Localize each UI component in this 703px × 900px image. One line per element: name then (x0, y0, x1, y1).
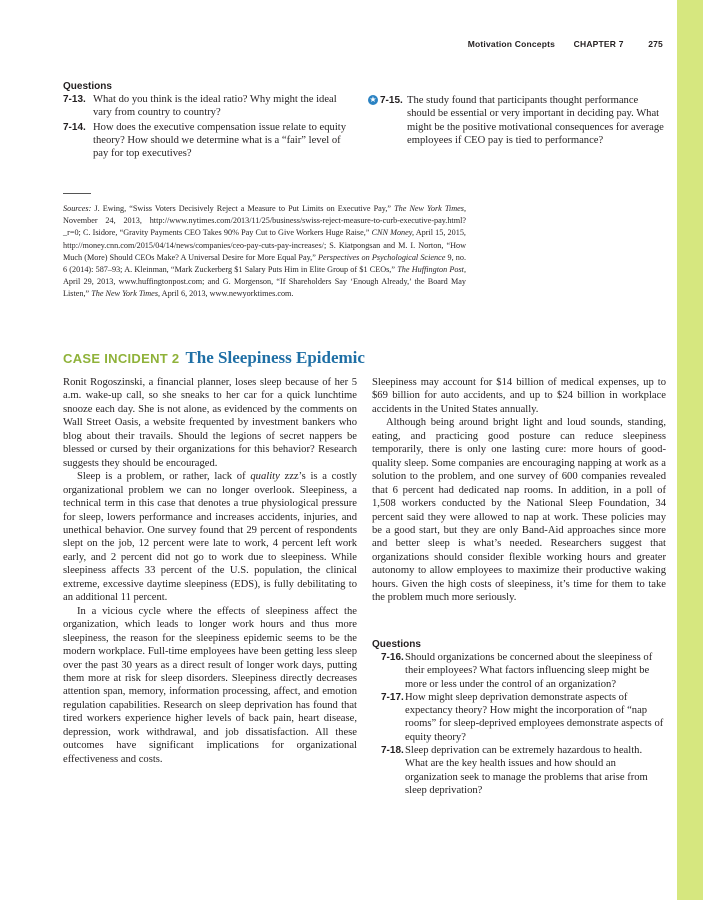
question-7-13 (63, 93, 353, 120)
page-number: 275 (648, 39, 663, 49)
questions-heading: Questions (63, 81, 112, 92)
page-edge-tab (677, 0, 703, 900)
paragraph-text: Sleep is a problem, or rather, lack of (77, 471, 251, 483)
question-text: How does the executive compensation issue relate to equity theory? How should we determine what is a “fair” level of pay for top executives? (93, 121, 346, 160)
sources-label: Sources: (63, 204, 92, 213)
case-paragraph: Sleepiness may account for $14 billion of medical expenses, up to $69 billion for auto accidents, and up to $24 billion in workplace accidents in the United States annually. (372, 377, 666, 415)
source-text: November 24, 2013, http://www.nytimes.com/2013/11/25/business/swiss-reject-measure-to-curb-executive-pay.html?_r=0; C. Isidore, “Gravity Payments CEO Takes 90% Pay Cut to Give Workers Huge Raise,” (63, 216, 466, 238)
source-text: April 6, 2013, www.newyorktimes.com. (160, 289, 294, 299)
case-title: The Sleepiness Epidemic (185, 348, 365, 367)
header-section: Motivation Concepts (467, 39, 556, 49)
source-text: 9, no. 6 (2014): 587–93; A. Kleinman, “Mark Zuckerberg $1 Salary Puts Him in Elite Group of $1 CEOs,” (63, 252, 466, 275)
header-chapter: CHAPTER 7 (573, 39, 624, 49)
question-number: 7-16. (381, 652, 404, 663)
question-text: Sleep deprivation can be extremely hazardous to health. What are the key health issues and how should an organization seek to manage the problems that arise from sleep deprivation? (405, 745, 648, 796)
sources-footnote (63, 203, 466, 301)
question-text: The study found that participants thought performance should be essential or very important in deciding pay. What might be the positive motivational consequences for average employees if CEO pay is tied to performance? (407, 95, 664, 146)
source-text: April 15, 2015, http://money.cnn.com/2015/04/14/news/companies/ceo-pay-cuts-pay-increases/; S. Kiatpongsan and M. I. Norton, “How Much (More) Should CEOs Make? A Universal Desire for More Equal Pay,” (63, 228, 466, 262)
case-body-left-column (63, 376, 357, 766)
question-7-17 (372, 691, 666, 744)
question-number: 7-13. (63, 94, 86, 105)
case-paragraph: Ronit Rogoszinski, a financial planner, loses sleep because of her 5 a.m. wake-up call, so she sneaks to her car for a quick lunchtime snooze each day. She is not alone, as evidenced by the comments on Wall Street Oasis, a website frequented by investment bankers who blog about their travails. Should the legions of secret nappers be blessed or cursed by their organizations for this behavior? Research suggests they should be encouraged. (63, 377, 357, 469)
question-text: Should organizations be concerned about the sleepiness of their employees? What factors influencing sleep might be more or less under the control of an organization? (405, 652, 653, 690)
question-7-18 (372, 744, 666, 797)
question-number: 7-14. (63, 121, 86, 133)
star-icon: ★ (369, 95, 377, 104)
paragraph-text: zzz’s is a costly organizational problem we can no longer overlook. Sleepiness, a technical term in this case that denotes a true physiological pressure for sleep, lowers performance and increases accidents, injuries, and unethical behavior. One survey found that 29 percent of respondents slept on the job, 12 percent were late to work, 4 percent left work early, and 2 percent did not go to work due to sleepiness. While sleepiness affects 33 percent of the U.S. population, the clinical extreme, excessive daytime sleepiness (EDS), is fully debilitating to an additional 11 percent. (63, 471, 357, 604)
source-text: April 29, 2013, www.huffingtonpost.com; and G. Morgenson, “If Shareholders Say ‘Enough Already,’ the Board May Listen,” (63, 277, 466, 299)
case-label: CASE INCIDENT 2 (63, 351, 180, 366)
question-7-14 (63, 121, 353, 161)
running-header (263, 39, 663, 49)
publication-name: The New York Times, (91, 289, 161, 299)
case-questions (372, 639, 666, 797)
question-number: 7-15. (380, 95, 403, 106)
question-number: 7-18. (381, 745, 404, 757)
source-text: J. Ewing, “Swiss Voters Decisively Reject a Measure to Put Limits on Executive Pay,” (91, 204, 395, 213)
questions-heading: Questions (372, 639, 421, 650)
top-questions-left (63, 81, 353, 160)
top-questions-right (368, 94, 668, 147)
question-7-16 (372, 651, 666, 691)
case-paragraph: In a vicious cycle where the effects of sleepiness affect the organization, which leads to longer work hours and thus more sleepiness, the reason for the sleepiness epidemic seems to be the modern workplace. Full-time employees have been getting less sleep over the past 30 years as a direct result of longer work days, putting them more at risk for sleep disorders. Sleepiness directly decreases attention span, memory, information processing, affect, and emotion regulation capabilities. Research on sleep deprivation has found that tired workers experience higher levels of back pain, heart disease, depression, work withdrawal, and job dissatisfaction. All these outcomes have significant implications for organizational effectiveness and costs. (63, 605, 357, 765)
case-incident-heading (63, 348, 365, 368)
publication-name: Perspectives on Psychological Science (317, 252, 446, 262)
publication-name: The New York Times, (394, 204, 466, 213)
publication-name: CNN Money, (371, 228, 415, 238)
case-paragraph: Although being around bright light and loud sounds, standing, eating, and practicing good posture can reduce sleepiness temporarily, there is only one lasting cure: more hours of good-quality sleep. Some companies are encouraging napping at work as a solution to the problem, and one survey of 600 companies revealed that 6 percent had dedicated nap rooms. In addition, in a poll of 1,508 workers conducted by the National Sleep Foundation, 34 percent said they were allowed to nap at work. These policies may be a good start, but they are only Band-Aid approaches since more and better sleep is what’s needed. Researchers suggest that organizations should consider flexible working hours and greater autonomy to allow employees to maximize their productive waking hours. Given the high costs of sleepiness, it’s time for them to take the problem much more seriously. (372, 417, 666, 604)
case-paragraph (63, 470, 357, 605)
question-number: 7-17. (381, 691, 404, 703)
emphasis-text: quality (250, 471, 280, 483)
question-text: How might sleep deprivation demonstrate aspects of expectancy theory? How might the incorporation of “nap rooms” for sleep-deprived employees demonstrate aspects of equity theory? (405, 691, 664, 743)
footnote-divider (63, 193, 91, 194)
question-7-15 (368, 94, 668, 147)
case-body-right-column (372, 376, 666, 605)
question-text: What do you think is the ideal ratio? Why might the ideal vary from country to country? (93, 94, 337, 119)
publication-name: The Huffington Post, (397, 265, 466, 275)
